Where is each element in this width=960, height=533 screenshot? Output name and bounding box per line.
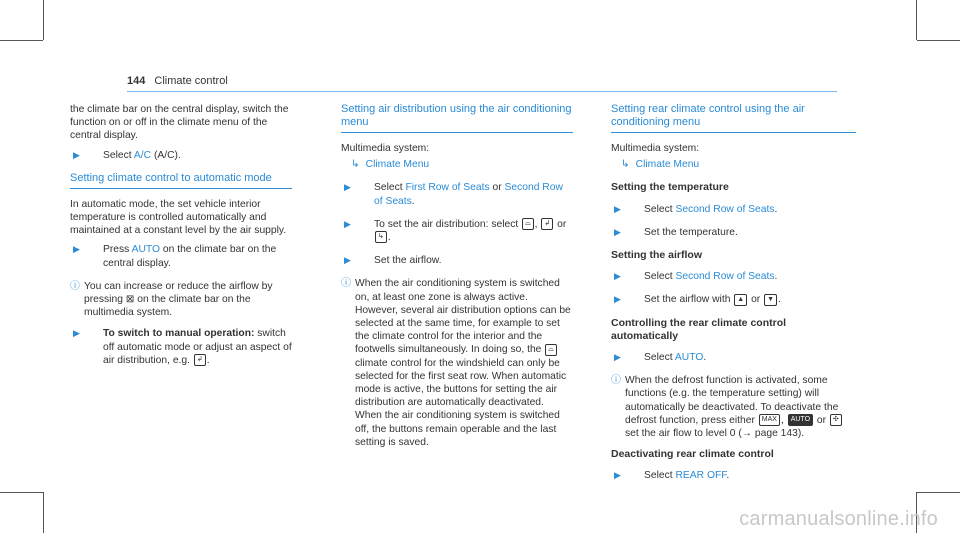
header-divider: [127, 91, 837, 92]
info-note: ⓘ When the air conditioning system is switched on, at least one zone is always active. However, several air distribution options can be selected at the same time, for example to set the climate control for the interior and the footwells simultaneously. In doing so, the ⌓ climate control for the windshield can only be selected for the first seat row. When automatic mode is active, the buttons for setting the air distribution are automatically deactivated. When the air conditioning system is switched off, the buttons remain operable and the last setting is saved.: [341, 278, 571, 448]
section-title: Climate control: [154, 75, 228, 87]
page-number: 144: [127, 75, 146, 87]
step-manual-operation: ▶ To switch to manual operation: switch off automatic mode or adjust an aspect of air distribution, e.g. ↲ .: [73, 328, 292, 366]
return-arrow-icon: ↳: [351, 159, 360, 171]
subheading-temperature: Setting the temperature: [611, 181, 729, 194]
step-arrow-icon: ▶: [344, 255, 351, 266]
watermark: carmanualsonline.info: [739, 508, 938, 530]
step-arrow-icon: ▶: [614, 352, 621, 363]
step-arrow-icon: ▶: [614, 271, 621, 282]
subheading-airflow: Setting the airflow: [611, 249, 703, 262]
section-heading: Setting climate control to automatic mode: [70, 172, 292, 189]
crop-mark: [917, 40, 960, 41]
step-arrow-icon: ▶: [614, 470, 621, 481]
feet-icon: ↳: [375, 231, 387, 243]
crop-mark: [916, 0, 917, 40]
page-header: [127, 75, 228, 87]
column-2: [341, 103, 573, 457]
info-note: ⓘ You can increase or reduce the airflow by pressing ⊠ on the climate bar on the multimedia system.: [70, 280, 273, 319]
step-arrow-icon: ▶: [73, 244, 80, 255]
step-select-second-row-2: ▶ Select Second Row of Seats.: [614, 271, 778, 283]
defrost-max-icon: MAX: [759, 414, 780, 426]
info-icon: ⓘ: [70, 280, 80, 292]
second-row-link[interactable]: Second Row of Seats: [675, 203, 775, 215]
climate-menu-link[interactable]: Climate Menu: [635, 159, 700, 171]
system-label: Multimedia system:: [341, 143, 430, 154]
windshield-icon: ⌓: [545, 344, 557, 356]
auto-icon: AUTO: [788, 414, 813, 426]
step-select-ac: ▶ Select A/C (A/C).: [73, 149, 181, 161]
step-set-temperature: ▶ Set the temperature.: [614, 226, 738, 238]
menu-path: [341, 158, 573, 171]
crop-mark: [43, 492, 44, 533]
step-set-airflow: ▶ Set the airflow.: [344, 255, 442, 267]
second-row-link[interactable]: Second Row of Seats: [675, 271, 775, 283]
subheading-auto-control: Controlling the rear climate control automatically: [611, 316, 787, 342]
section-heading: Setting air distribution using the air conditioning menu: [341, 103, 573, 133]
step-arrow-icon: ▶: [344, 218, 351, 229]
crop-mark: [43, 0, 44, 40]
column-3: [611, 103, 856, 493]
crop-mark: [0, 492, 43, 493]
return-arrow-icon: ↳: [621, 159, 630, 171]
intro-text: the climate bar on the central display, switch the function on or off in the climate menu of the central display.: [70, 104, 289, 142]
second-row-link[interactable]: Second Row of Seats: [374, 182, 563, 207]
menu-path: [611, 158, 856, 171]
step-arrow-icon: ▶: [344, 182, 351, 193]
step-press-auto: ▶ Press AUTO on the climate bar on the central display.: [73, 244, 277, 269]
auto-mode-paragraph: In automatic mode, the set vehicle interior temperature is controlled automatically and maintained at a constant level by the air supply.: [70, 198, 287, 237]
info-icon: ⓘ: [611, 375, 621, 387]
step-arrow-icon: ▶: [73, 149, 80, 160]
airflow-down-icon: ▼: [764, 294, 777, 306]
info-icon: ⓘ: [341, 278, 351, 290]
step-arrow-icon: ▶: [614, 294, 621, 305]
airflow-icon: ↲: [194, 354, 206, 366]
step-set-airflow: ▶ Set the airflow with ▲ or ▼ .: [614, 294, 781, 306]
airflow-up-icon: ▲: [734, 294, 747, 306]
step-rear-off: ▶ Select REAR OFF.: [614, 470, 730, 482]
step-arrow-icon: ▶: [73, 328, 80, 339]
step-select-row: ▶ Select First Row of Seats or Second Row of Seats.: [344, 182, 563, 207]
climate-menu-link[interactable]: Climate Menu: [365, 159, 430, 171]
info-note: ⓘ When the defrost function is activated, some functions (e.g. the temperature setting) will automatically be deactivated. To deactivate the defrost function, press either MAX , AUTO or ✣ set the air flow to level 0 (→ page 143).: [611, 374, 856, 440]
airflow-icon: ↲: [541, 218, 553, 230]
section-heading: Setting rear climate control using the air conditioning menu: [611, 103, 856, 133]
crop-mark: [0, 40, 43, 41]
auto-link[interactable]: AUTO: [674, 352, 704, 364]
subheading-deactivate: Deactivating rear climate control: [611, 448, 774, 461]
step-select-second-row: ▶ Select Second Row of Seats.: [614, 203, 778, 215]
auto-link[interactable]: AUTO: [131, 244, 161, 256]
crop-mark: [917, 492, 960, 493]
ac-link[interactable]: A/C: [133, 149, 152, 161]
fan-icon: ✣: [830, 414, 842, 426]
step-select-auto: ▶ Select AUTO.: [614, 352, 707, 364]
first-row-link[interactable]: First Row of Seats: [405, 182, 490, 194]
column-1: [70, 103, 292, 377]
system-label: Multimedia system:: [611, 143, 700, 154]
rear-off-link[interactable]: REAR OFF: [675, 470, 727, 482]
step-air-distribution: ▶ To set the air distribution: select ⌓ , ↲ or ↳ .: [344, 218, 567, 244]
step-arrow-icon: ▶: [614, 203, 621, 214]
windshield-icon: ⌓: [522, 218, 534, 230]
step-arrow-icon: ▶: [614, 226, 621, 237]
